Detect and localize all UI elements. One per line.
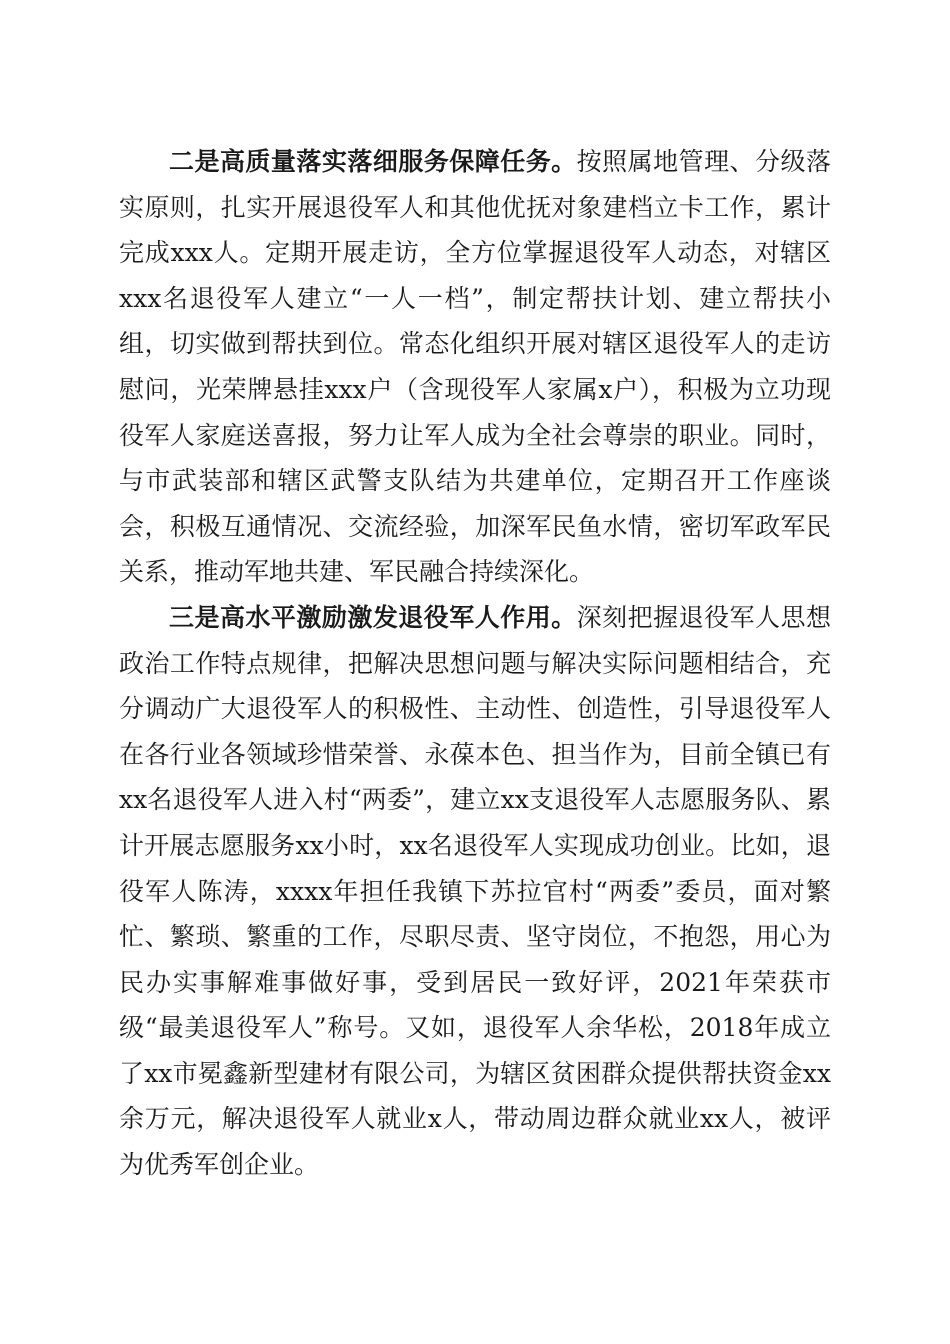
paragraph-veteran-role — [119, 595, 831, 1188]
paragraph-body-text: 按照属地管理、分级落实原则，扎实开展退役军人和其他优抚对象建档立卡工作，累计完成xxx人。定期开展走访，全方位掌握退役军人动态，对辖区xxx名退役军人建立“一人一档”，制定帮扶计划、建立帮扶小组，切实做到帮扶到位。常态化组织开展对辖区退役军人的走访慰问，光荣牌悬挂xxx户（含现役军人家属x户），积极为立功现役军人家庭送喜报，努力让军人成为全社会尊崇的职业。同时，与市武装部和辖区武警支队结为共建单位，定期召开工作座谈会，积极互通情况、交流经验，加深军民鱼水情，密切军政军民关系，推动军地共建、军民融合持续深化。 — [119, 147, 831, 587]
paragraph-body-text: 深刻把握退役军人思想政治工作特点规律，把解决思想问题与解决实际问题相结合，充分调动广大退役军人的积极性、主动性、创造性，引导退役军人在各行业各领域珍惜荣誉、永葆本色、担当作为，目前全镇已有xx名退役军人进入村“两委”，建立xx支退役军人志愿服务队、累计开展志愿服务xx小时，xx名退役军人实现成功创业。比如，退役军人陈涛，xxxx年担任我镇下苏拉官村“两委”委员，面对繁忙、繁琐、繁重的工作，尽职尽责、坚守岗位，不抱怨，用心为民办实事解难事做好事，受到居民一致好评，2021年荣获市级“最美退役军人”称号。又如，退役军人余华松，2018年成立了xx市冕鑫新型建材有限公司，为辖区贫困群众提供帮扶资金xx余万元，解决退役军人就业x人，带动周边群众就业xx人，被评为优秀军创企业。 — [119, 602, 831, 1180]
paragraph-service-guarantee — [119, 139, 831, 595]
paragraph-lead-heading: 二是高质量落实落细服务保障任务。 — [169, 147, 577, 176]
document-body — [119, 139, 831, 1188]
paragraph-lead-heading: 三是高水平激励激发退役军人作用。 — [169, 602, 577, 632]
